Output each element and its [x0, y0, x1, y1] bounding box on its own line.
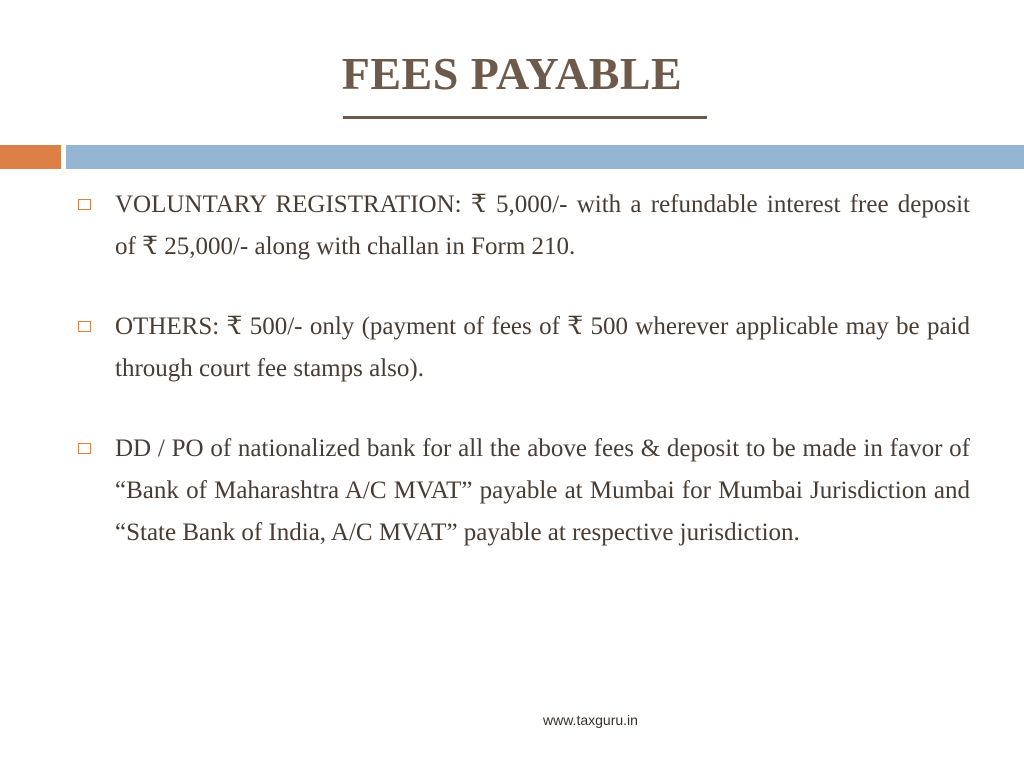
square-bullet-icon — [78, 321, 91, 332]
bullet-voluntary-registration — [78, 184, 970, 268]
slide-title: FEES PAYABLE — [341, 48, 683, 99]
bullet-list — [78, 184, 970, 592]
accent-bar-orange — [0, 145, 61, 169]
footer-website: www.taxguru.in — [543, 712, 638, 728]
bullet-text: OTHERS: ₹ 500/- only (payment of fees of ₹ 500 wherever applicable may be paid through court fee stamps also). — [115, 313, 970, 382]
accent-bar-blue — [66, 145, 1024, 169]
square-bullet-icon — [78, 443, 91, 454]
bullet-dd-po — [78, 428, 970, 554]
bullet-text: DD / PO of nationalized bank for all the above fees & deposit to be made in favor of “Bank of Maharashtra A/C MVAT” payable at Mumbai for Mumbai Jurisdiction and “State Bank of India, A/C MVAT” payable at respective jurisdiction. — [115, 435, 970, 546]
square-bullet-icon — [78, 199, 91, 210]
bullet-others — [78, 306, 970, 390]
title-underline — [343, 116, 707, 119]
bullet-text: VOLUNTARY REGISTRATION: ₹ 5,000/- with a refundable interest free deposit of ₹ 25,000/- along with challan in Form 210. — [115, 191, 970, 260]
